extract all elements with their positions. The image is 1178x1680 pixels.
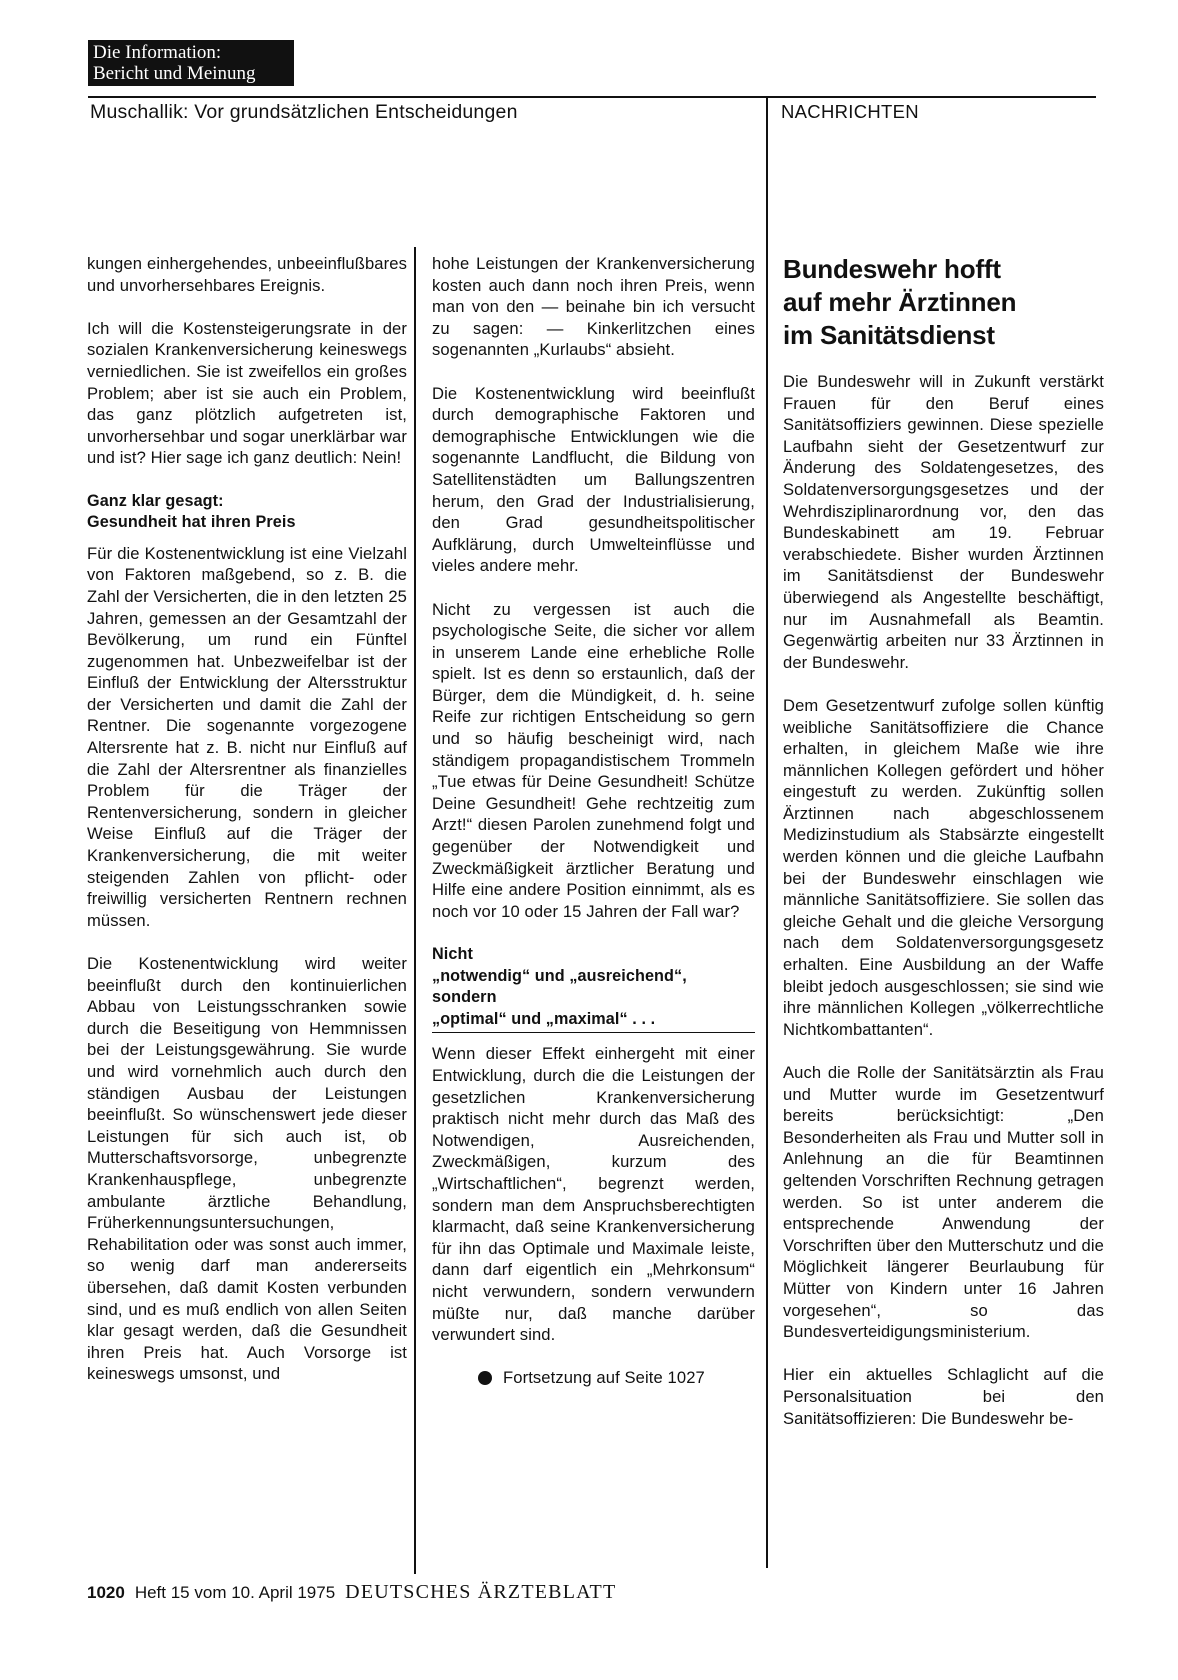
- section-box: [88, 40, 294, 86]
- news-headline: [783, 253, 1103, 352]
- left-paragraph-3: Für die Kostenentwicklung ist eine Vielzahl von Faktoren maßgebend, so z. B. die Zahl der Versicherten, die in den letzten 25 Jahren, gemessen an der Gesamtzahl der Bevölkerung, um rund ein Fünftel zugenommen hat. Unbezweifelbar ist der Einfluß der Entwicklung der Altersstruktur der Versicherten und damit die Zahl der Rentner. Die sogenannte vorgezogene Altersrente hat z. B. nicht nur Einfluß auf die Zahl der Altersrentner als finanzielles Problem für die Träger der Rentenversicherung, sondern in gleicher Weise Einfluß auf die Träger der Krankenversicherung, die mit weiter steigenden Zahlen von pflicht- oder freiwillig versicherten Rentnern rechnen müssen.: [87, 543, 407, 930]
- news-headline-line1: Bundeswehr hofft: [783, 254, 1001, 284]
- magazine-name: DEUTSCHES ÄRZTEBLATT: [345, 1581, 617, 1603]
- left-subheading: [87, 491, 407, 534]
- issue-info: Heft 15 vom 10. April 1975: [134, 1583, 336, 1602]
- header-rule: [88, 96, 1096, 98]
- middle-subheading-rule: [432, 1032, 755, 1033]
- middle-subheading-line4: „optimal“ und „maximal“ . . .: [432, 1009, 656, 1028]
- left-paragraph-2: Ich will die Kostensteigerungsrate in der sozialen Krankenversicherung keineswegs verniedlichen. Sie ist zweifellos ein großes Problem; aber ist sie auch ein Problem, das ganz plötzlich aufgetreten ist, unvorhersehbar und sogar unerklärbar war und ist? Hier sage ich ganz deutlich: Nein!: [87, 318, 407, 468]
- news-headline-line2: auf mehr Ärztinnen: [783, 287, 1017, 317]
- middle-paragraph-3: Nicht zu vergessen ist auch die psychologische Seite, die sicher vor allem in unserem Lande eine erhebliche Rolle spielt. Ist es denn so erstaunlich, daß der Bürger, dem die Mündigkeit, d. h. seine Reife zur richtigen Entscheidung so gern und so häufig bescheinigt wird, nach ständigem propagandistischem Trommeln „Tue etwas für Deine Gesundheit! Schütze Deine Gesundheit! Gehe rechtzeitig zum Arzt!“ diesen Parolen zunehmend folgt und gegenüber der Notwendigkeit und Zweckmäßigkeit ärztlicher Beratung und Hilfe eine andere Position einnimmt, als es noch vor 10 oder 15 Jahren der Fall war?: [432, 599, 755, 921]
- news-section-label: NACHRICHTEN: [781, 101, 919, 122]
- left-column: [87, 253, 407, 1385]
- middle-subheading-line1: Nicht: [432, 945, 473, 963]
- middle-column: [432, 253, 755, 1389]
- middle-paragraph-4: Wenn dieser Effekt einhergeht mit einer Entwicklung, durch die die Leistungen der gesetzlichen Krankenversicherung praktisch nicht mehr durch das Maß des Notwendigen, Ausreichenden, Zweckmäßigen, kurzum des „Wirtschaftlichen“, begrenzt werden, sondern man dem Anspruchsberechtigten klarmacht, daß seine Krankenversicherung für ihn das Optimale und Maximale leiste, dann darf eigentlich ein „Mehrkonsum“ nicht verwundern, sondern verwundern müßte nur, daß manche darüber verwundert sind.: [432, 1044, 755, 1345]
- section-box-line2: Bericht und Meinung: [93, 63, 256, 84]
- left-paragraph-1: kungen einhergehendes, unbeeinflußbares und unvorhersehbares Ereignis.: [87, 254, 407, 295]
- column-divider-right: [766, 97, 768, 1568]
- right-paragraph-1: Die Bundeswehr will in Zukunft verstärkt Frauen für den Beruf eines Sanitätsoffiziers gewinnen. Diese spezielle Laufbahn sieht der Gesetzentwurf zur Änderung des Soldatengesetzes, des Soldatenversorgungsgesetzes und der Wehrdisziplinarordnung vor, den das Bundeskabinett am 19. Februar verabschiedete. Bisher wurden Ärztinnen im Sanitätsdienst der Bundeswehr überwiegend als Angestellte beschäftigt, nur im Ausnahmefall als Beamtin. Gegenwärtig arbeiten nur 33 Ärztinnen in der Bundeswehr.: [783, 372, 1104, 672]
- middle-paragraph-1: hohe Leistungen der Krankenversicherung kosten auch dann noch ihren Preis, wenn man von den — beinahe bin ich versucht zu sagen: — Kinkerlitzchen eines sogenannten „Kurlaubs“ absieht.: [432, 254, 755, 360]
- left-subheading-line2: Gesundheit hat ihren Preis: [87, 513, 296, 532]
- middle-subheading-line2: „notwendig“ und „ausreichend“,: [432, 966, 687, 985]
- middle-subheading: [432, 944, 755, 1033]
- section-box-line1: Die Information:: [93, 42, 222, 63]
- left-paragraph-4: Die Kostenentwicklung wird weiter beeinflußt durch den kontinuierlichen Abbau von Leistungsschranken sowie durch die Beseitigung von Hemmnissen bei der Leistungsgewährung. Sie wurde und wird vornehmlich auch durch den ständigen Ausbau der Leistungen beeinflußt. So wünschenswert jede dieser Leistungen für sich auch ist, ob Mutterschaftsvorsorge, unbegrenzte Krankenhauspflege, unbegrenzte ambulante ärztliche Behandlung, Früherkennungsuntersuchungen, Rehabilitation oder was sonst auch immer, so wenig darf man andererseits übersehen, daß damit Kosten verbunden sind, und es muß endlich von allen Seiten klar gesagt werden, daß die Gesundheit ihren Preis hat. Auch Vorsorge ist keineswegs umsonst, und: [87, 954, 407, 1384]
- news-headline-line3: im Sanitätsdienst: [783, 320, 995, 350]
- article-running-title: Muschallik: Vor grundsätzlichen Entscheidungen: [90, 101, 518, 123]
- continuation-text: Fortsetzung auf Seite 1027: [503, 1368, 705, 1388]
- page-footer: [87, 1580, 616, 1605]
- right-paragraph-4: Hier ein aktuelles Schlaglicht auf die Personalsituation bei den Sanitätsoffizieren: Die Bundeswehr be-: [783, 1365, 1104, 1428]
- column-divider-left: [414, 247, 416, 1574]
- continuation-note: [432, 1367, 755, 1389]
- page-number: 1020: [87, 1583, 125, 1602]
- middle-subheading-line3: sondern: [432, 988, 497, 1007]
- right-paragraph-3: Auch die Rolle der Sanitätsärztin als Frau und Mutter wurde im Gesetzentwurf bereits berücksichtigt: „Den Besonderheiten als Frau und Mutter soll in Anlehnung an die für Beamtinnen geltenden Vorschriften Rechnung getragen werden. So ist unter anderem die entsprechende Anwendung der Vorschriften über den Mutterschutz und die Möglichkeit längerer Beurlaubung für Mütter von Kindern unter 16 Jahren vorgesehen“, so das Bundesverteidigungsministerium.: [783, 1063, 1104, 1342]
- right-paragraph-2: Dem Gesetzentwurf zufolge sollen künftig weibliche Sanitätsoffiziere die Chance erhalten, in gleichem Maße wie ihre männlichen Kollegen gefördert und höher eingestuft zu werden. Zukünftig sollen Ärztinnen nach abgeschlossenem Medizinstudium als Stabsärzte eingestellt werden können und die gleiche Laufbahn bei der Bundeswehr einschlagen wie männliche Sanitätsoffiziere. Sie sollen das gleiche Gehalt und die gleiche Versorgung nach dem Soldatenversorgungsgesetz erhalten. Eine Ausbildung an der Waffe bleibt jedoch ausgeschlossen; sie sind wie ihre männlichen Kollegen „völkerrechtliche Nichtkombattanten“.: [783, 695, 1104, 1039]
- right-column: [783, 371, 1104, 1429]
- bullet-icon: [478, 1371, 492, 1385]
- left-subheading-line1: Ganz klar gesagt:: [87, 491, 224, 510]
- middle-paragraph-2: Die Kostenentwicklung wird beeinflußt durch demographische Faktoren und demographische Entwicklungen wie die sogenannte Landflucht, die Bildung von Satellitenstädten um Ballungszentren herum, den Grad der Industrialisierung, den Grad gesundheitspolitischer Aufklärung, durch Umwelteinflüsse und vieles andere mehr.: [432, 383, 755, 576]
